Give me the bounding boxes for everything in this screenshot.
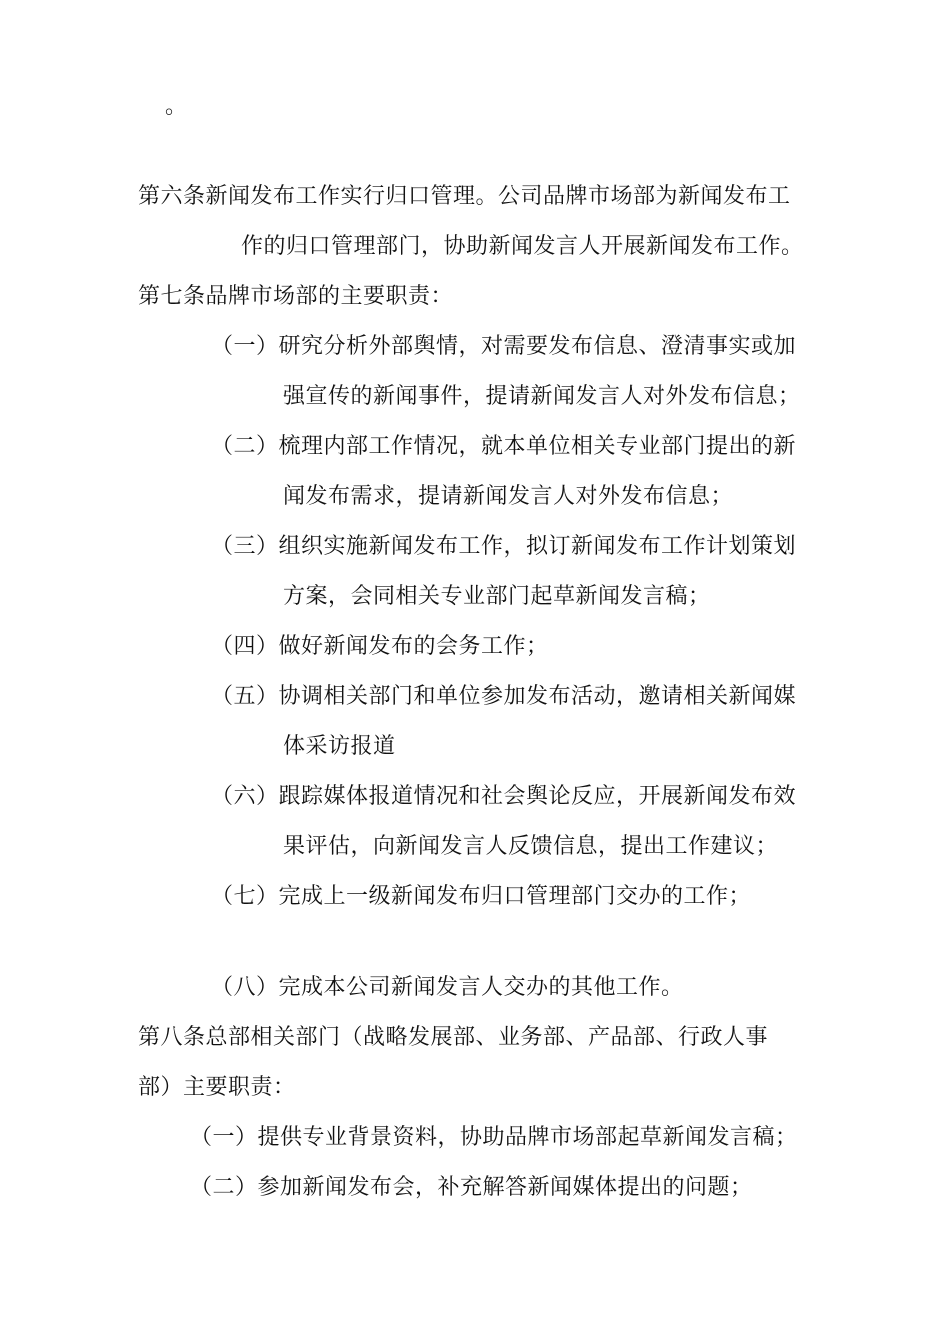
article-7-item-1-line-2: 强宣传的新闻事件，提请新闻发言人对外发布信息； — [283, 384, 801, 409]
article-7-item-1-line-1: （一）研究分析外部舆情，对需要发布信息、澄清事实或加 — [211, 334, 797, 359]
article-8-item-1-line-1: （一）提供专业背景资料，协助品牌市场部起草新闻发言稿； — [190, 1125, 798, 1150]
article-6-line-2: 作的归口管理部门，协助新闻发言人开展新闻发布工作。 — [241, 234, 804, 259]
article-7-item-8-line-1: （八）完成本公司新闻发言人交办的其他工作。 — [211, 975, 684, 1000]
article-8-heading-line-1: 第八条总部相关部门（战略发展部、业务部、产品部、行政人事 — [138, 1025, 769, 1050]
article-7-item-3-line-1: （三）组织实施新闻发布工作，拟订新闻发布工作计划策划 — [211, 534, 797, 559]
article-8-heading-line-2: 部）主要职责： — [138, 1075, 296, 1100]
article-7-item-2-line-1: （二）梳理内部工作情况，就本单位相关专业部门提出的新 — [211, 434, 797, 459]
article-7-item-2-line-2: 闻发布需求，提请新闻发言人对外发布信息； — [283, 484, 734, 509]
article-7-heading: 第七条品牌市场部的主要职责： — [138, 284, 454, 309]
article-7-item-3-line-2: 方案，会同相关专业部门起草新闻发言稿； — [283, 584, 711, 609]
article-7-item-5-line-2: 体采访报道 — [283, 734, 396, 759]
article-6-line-1: 第六条新闻发布工作实行归口管理。公司品牌市场部为新闻发布工 — [138, 184, 791, 209]
article-7-item-6-line-1: （六）跟踪媒体报道情况和社会舆论反应，开展新闻发布效 — [211, 784, 797, 809]
text-fragment: 。 — [165, 94, 188, 119]
article-7-item-4-line-1: （四）做好新闻发布的会务工作； — [211, 634, 549, 659]
article-7-item-7-line-1: （七）完成上一级新闻发布归口管理部门交办的工作； — [211, 884, 752, 909]
article-7-item-5-line-1: （五）协调相关部门和单位参加发布活动，邀请相关新闻媒 — [211, 684, 797, 709]
article-7-item-6-line-2: 果评估，向新闻发言人反馈信息，提出工作建议； — [283, 834, 779, 859]
article-8-item-2-line-1: （二）参加新闻发布会，补充解答新闻媒体提出的问题； — [190, 1175, 753, 1200]
